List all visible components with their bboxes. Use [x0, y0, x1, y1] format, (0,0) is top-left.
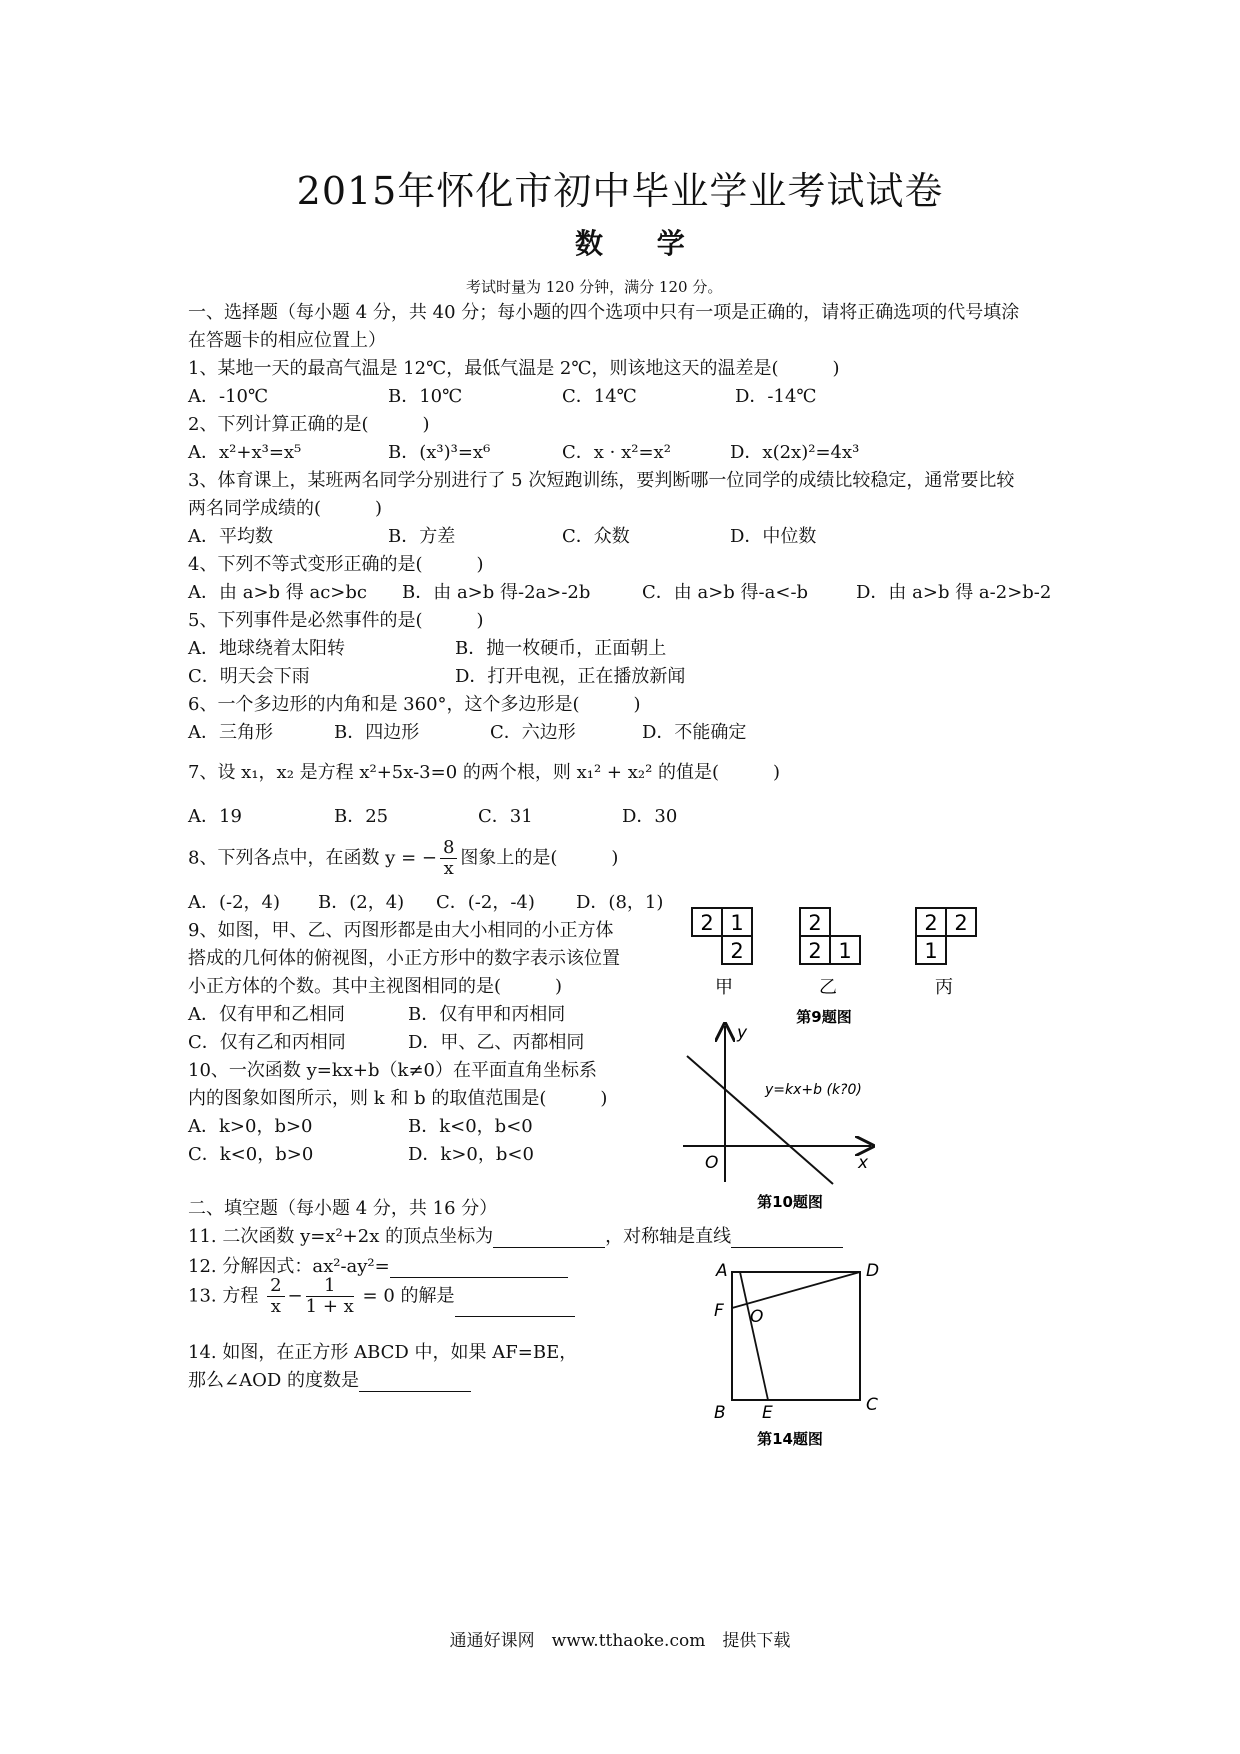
q10-option-d: D．k>0，b<0: [408, 1144, 534, 1165]
fig9-yi-label: 乙: [819, 977, 837, 998]
section1-heading-cont: 在答题卡的相应位置上）: [188, 330, 386, 351]
q13-blank[interactable]: [455, 1298, 575, 1317]
q6-stem: 6、一个多边形的内角和是 360°，这个多边形是( ): [188, 694, 641, 715]
q10-option-c: C．k<0，b>0: [188, 1144, 314, 1165]
q13-fraction-2-den: 1 + x: [305, 1296, 354, 1317]
q13-minus: −: [287, 1285, 303, 1307]
q4-option-c: C．由 a>b 得-a<-b: [642, 582, 809, 603]
q13-fraction-2: [306, 1276, 354, 1317]
q7-option-c: C．31: [478, 806, 533, 827]
q7-option-d: D．30: [622, 806, 678, 827]
fig14-label-e: E: [762, 1403, 773, 1423]
q14-text: 那么∠AOD 的度数是: [188, 1370, 359, 1391]
figure-14: [700, 1252, 900, 1452]
q13-fraction-1: [267, 1276, 284, 1317]
q3-option-a: A．平均数: [188, 526, 273, 547]
q3-option-c: C．众数: [562, 526, 630, 547]
fig14-label-b: B: [714, 1403, 726, 1423]
q8-fraction: [440, 838, 457, 879]
q3-option-d: D．中位数: [730, 526, 817, 547]
q4-option-b: B．由 a>b 得-2a>-2b: [402, 582, 591, 603]
q8-option-d: D．(8，1): [576, 892, 664, 913]
q1-stem: 1、某地一天的最高气温是 12℃，最低气温是 2℃，则该地这天的温差是( ): [188, 358, 840, 379]
q10-stem: 10、一次函数 y=kx+b（k≠0）在平面直角坐标系: [188, 1060, 597, 1081]
q8-fraction-denominator: x: [443, 858, 454, 879]
section2-heading: 二、填空题（每小题 4 分，共 16 分）: [188, 1198, 498, 1219]
fig10-y-label: y: [737, 1023, 748, 1043]
q8-stem: [188, 838, 618, 879]
q6-option-d: D．不能确定: [642, 722, 747, 743]
fig9-yi-num-2: 2: [808, 939, 822, 963]
q2-option-a: A．x²+x³=x⁵: [188, 442, 302, 463]
q8-stem-pre: 8、下列各点中，在函数 y = −: [188, 847, 437, 869]
q14-stem: 14. 如图，在正方形 ABCD 中，如果 AF=BE，: [188, 1342, 578, 1363]
time-note: 考试时量为 120 分钟，满分 120 分。: [466, 278, 723, 296]
q11-text-a: 11. 二次函数 y=x²+2x 的顶点坐标为: [188, 1226, 494, 1247]
q13-fraction-2-num: 1: [306, 1276, 354, 1297]
q1-option-b: B．10℃: [388, 386, 463, 407]
q9-option-c: C．仅有乙和丙相同: [188, 1032, 346, 1053]
q2-stem: 2、下列计算正确的是( ): [188, 414, 430, 435]
q3-option-b: B．方差: [388, 526, 456, 547]
q1-option-c: C．14℃: [562, 386, 637, 407]
q12: [188, 1256, 568, 1278]
q4-option-d: D．由 a>b 得 a-2>b-2: [856, 582, 1052, 603]
figure-9: [690, 900, 990, 1030]
fig9-yi-num-3: 1: [838, 939, 852, 963]
q9-stem-cont1: 搭成的几何体的俯视图，小正方形中的数字表示该位置: [188, 948, 620, 969]
fig10-origin-label: O: [705, 1153, 719, 1173]
q8-fraction-numerator: 8: [440, 838, 457, 859]
q6-option-a: A．三角形: [188, 722, 273, 743]
q1-option-a: A．-10℃: [188, 386, 269, 407]
q11-blank-axis[interactable]: [731, 1229, 843, 1248]
fig9-jia-num-3: 2: [730, 939, 744, 963]
footer-source: 通通好课网 www.tthaoke.com 提供下载: [449, 1631, 791, 1651]
q9-option-b: B．仅有甲和丙相同: [408, 1004, 566, 1025]
q4-option-a: A．由 a>b 得 ac>bc: [188, 582, 367, 603]
q8-option-b: B．(2，4): [318, 892, 405, 913]
fig9-jia-num-2: 1: [730, 911, 744, 935]
fig9-yi-num-1: 2: [808, 911, 822, 935]
fig14-label-c: C: [866, 1395, 878, 1415]
q3-stem: 3、体育课上，某班两名同学分别进行了 5 次短跑训练，要判断哪一位同学的成绩比较稳定，通常要比较: [188, 470, 1015, 491]
q11: [188, 1226, 843, 1248]
q10-stem-cont: 内的图象如图所示，则 k 和 b 的取值范围是( ): [188, 1088, 608, 1109]
fig9-caption: 第9题图: [796, 1008, 852, 1026]
fig9-bing-label: 丙: [935, 977, 953, 998]
q9-stem: 9、如图，甲、乙、丙图形都是由大小相同的小正方体: [188, 920, 614, 941]
q13-fraction-1-den: x: [270, 1296, 281, 1317]
q2-option-c: C．x · x²=x²: [562, 442, 671, 463]
q14-stem-cont: [188, 1370, 471, 1392]
fig14-label-o: O: [750, 1307, 764, 1327]
q13-pre: 13. 方程: [188, 1285, 259, 1307]
fig14-segment-fd: [732, 1272, 860, 1308]
q9-option-d: D．甲、乙、丙都相同: [408, 1032, 585, 1053]
q11-text-b: ，对称轴是直线: [605, 1226, 732, 1247]
q7-option-b: B．25: [334, 806, 389, 827]
q5-stem: 5、下列事件是必然事件的是( ): [188, 610, 484, 631]
fig9-bing-num-2: 2: [954, 911, 968, 935]
q6-option-c: C．六边形: [490, 722, 576, 743]
q10-option-b: B．k<0，b<0: [408, 1116, 533, 1137]
fig9-jia-label: 甲: [715, 977, 733, 998]
q5-option-a: A．地球绕着太阳转: [188, 638, 345, 659]
q2-option-b: B．(x³)³=x⁶: [388, 442, 491, 463]
fig10-x-label: x: [858, 1153, 869, 1173]
q12-text: 12. 分解因式：ax²-ay²=: [188, 1256, 390, 1277]
q8-option-a: A．(-2，4): [188, 892, 281, 913]
q2-option-d: D．x(2x)²=4x³: [730, 442, 860, 463]
fig14-caption: 第14题图: [757, 1430, 823, 1448]
q7-stem: 7、设 x₁，x₂ 是方程 x²+5x-3=0 的两个根，则 x₁² + x₂² 的值是( ): [188, 762, 781, 783]
q1-option-d: D．-14℃: [735, 386, 817, 407]
fig9-bing-num-1: 2: [924, 911, 938, 935]
fig9-jia-num-1: 2: [700, 911, 714, 935]
subject-title: 数 学: [575, 227, 707, 260]
q10-option-a: A．k>0，b>0: [188, 1116, 313, 1137]
section1-heading: 一、选择题（每小题 4 分，共 40 分；每小题的四个选项中只有一项是正确的，请将正确选项的代号填涂: [188, 302, 1020, 323]
q8-stem-post: 图象上的是( ): [460, 847, 619, 869]
q14-blank[interactable]: [359, 1373, 471, 1392]
q13: [188, 1276, 575, 1317]
fig10-line-label: y=kx+b (k?0): [765, 1082, 862, 1098]
q13-fraction-1-num: 2: [267, 1276, 284, 1297]
q5-option-b: B．抛一枚硬币，正面朝上: [455, 638, 667, 659]
q11-blank-vertex[interactable]: [493, 1229, 605, 1248]
q7-option-a: A．19: [188, 806, 242, 827]
fig14-label-d: D: [866, 1261, 880, 1281]
q13-equals: = 0: [362, 1285, 395, 1307]
figure-10: [675, 1020, 890, 1215]
q9-stem-cont2: 小正方体的个数。其中主视图相同的是( ): [188, 976, 563, 997]
q9-option-a: A．仅有甲和乙相同: [188, 1004, 345, 1025]
q5-option-c: C．明天会下雨: [188, 666, 310, 687]
fig10-caption: 第10题图: [757, 1193, 823, 1211]
fig14-square: [732, 1272, 860, 1400]
fig14-label-f: F: [714, 1301, 724, 1321]
exam-title: 2015年怀化市初中毕业学业考试试卷: [296, 169, 944, 213]
q4-stem: 4、下列不等式变形正确的是( ): [188, 554, 484, 575]
fig14-label-a: A: [716, 1261, 728, 1281]
q8-option-c: C．(-2，-4): [436, 892, 535, 913]
q6-option-b: B．四边形: [334, 722, 420, 743]
q13-post: 的解是: [400, 1285, 455, 1307]
q5-option-d: D．打开电视，正在播放新闻: [455, 666, 686, 687]
fig9-bing-num-3: 1: [924, 939, 938, 963]
fig14-segment-ae: [740, 1272, 768, 1400]
q3-stem-cont: 两名同学成绩的( ): [188, 498, 383, 519]
